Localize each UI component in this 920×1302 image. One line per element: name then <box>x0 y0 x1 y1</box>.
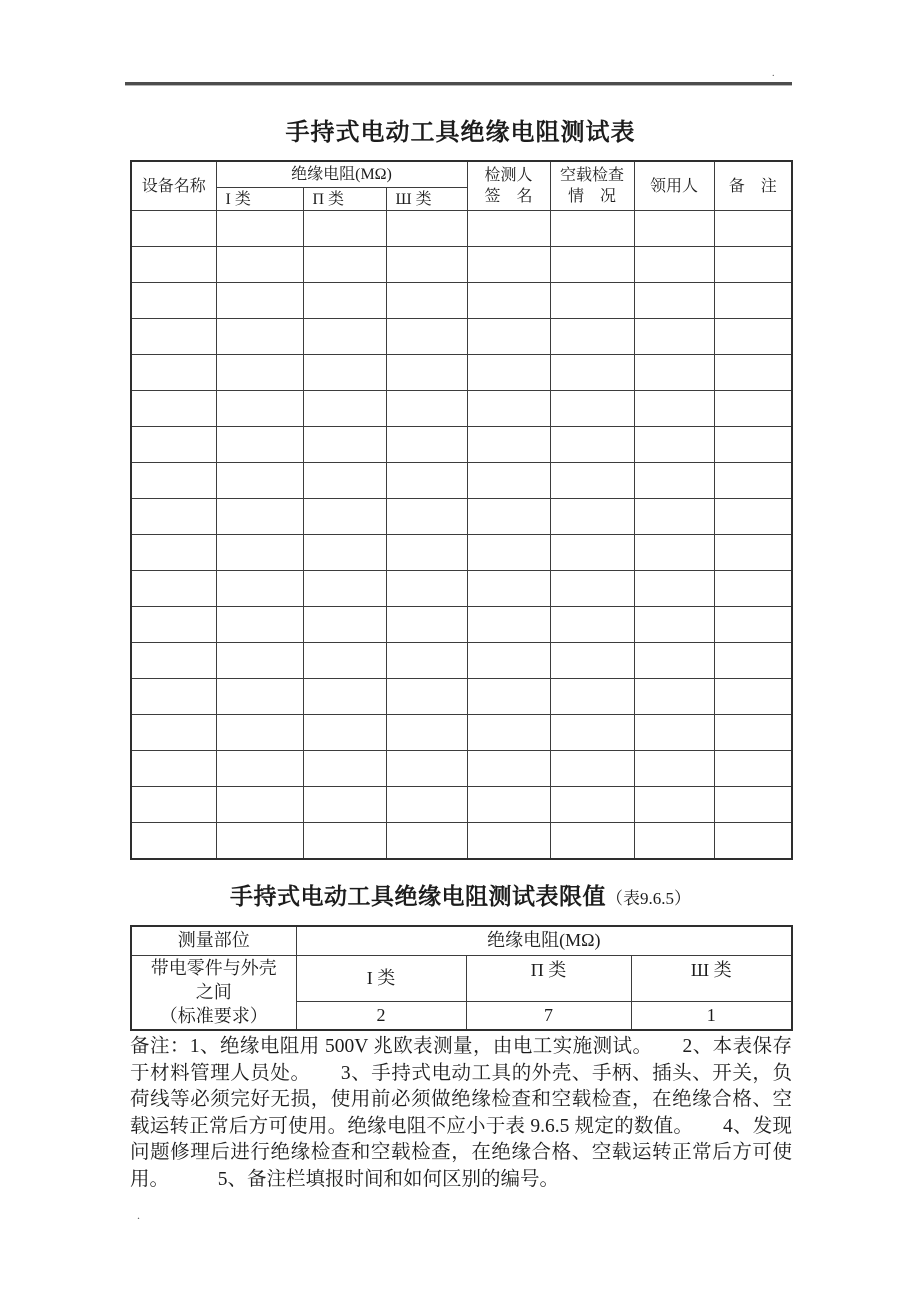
empty-cell <box>714 751 792 787</box>
header-noload-line2: 情 况 <box>568 188 617 205</box>
empty-cell <box>550 391 634 427</box>
table-row <box>131 751 792 787</box>
empty-cell <box>216 427 303 463</box>
bottom-left-mark: . <box>137 1208 140 1222</box>
empty-cell <box>303 319 386 355</box>
empty-cell <box>131 787 216 823</box>
empty-cell <box>467 823 550 860</box>
insulation-test-table-header <box>131 161 792 211</box>
empty-cell <box>634 535 714 571</box>
empty-cell <box>467 679 550 715</box>
empty-cell <box>303 535 386 571</box>
limits-class-3: Ш 类 <box>631 955 792 1001</box>
empty-cell <box>550 751 634 787</box>
empty-cell <box>131 283 216 319</box>
empty-cell <box>467 283 550 319</box>
main-table-title: 手持式电动工具绝缘电阻测试表 <box>285 120 636 146</box>
empty-cell <box>634 607 714 643</box>
empty-cell <box>131 319 216 355</box>
limits-table-title <box>130 878 791 911</box>
page-header-rule <box>125 82 792 86</box>
empty-cell <box>550 787 634 823</box>
empty-cell <box>386 319 467 355</box>
empty-cell <box>216 499 303 535</box>
empty-cell <box>216 607 303 643</box>
limits-title-text: 手持式电动工具绝缘电阻测试表限值 <box>230 884 606 909</box>
empty-cell <box>216 823 303 860</box>
empty-cell <box>550 319 634 355</box>
empty-cell <box>634 283 714 319</box>
top-right-mark: . <box>772 68 775 79</box>
empty-cell <box>714 715 792 751</box>
empty-cell <box>386 787 467 823</box>
table-row <box>131 787 792 823</box>
empty-cell <box>550 355 634 391</box>
empty-cell <box>634 787 714 823</box>
empty-cell <box>131 643 216 679</box>
empty-cell <box>386 283 467 319</box>
empty-cell <box>714 823 792 860</box>
empty-cell <box>131 607 216 643</box>
empty-cell <box>550 715 634 751</box>
table-row <box>131 355 792 391</box>
empty-cell <box>386 427 467 463</box>
header-inspector-signature <box>467 161 550 211</box>
empty-cell <box>634 355 714 391</box>
insulation-limits-table <box>130 925 793 1031</box>
empty-cell <box>303 679 386 715</box>
empty-cell <box>634 679 714 715</box>
empty-cell <box>386 391 467 427</box>
empty-cell <box>550 643 634 679</box>
empty-cell <box>467 211 550 247</box>
table-row <box>131 247 792 283</box>
empty-cell <box>216 571 303 607</box>
empty-cell <box>550 283 634 319</box>
empty-cell <box>303 715 386 751</box>
empty-cell <box>216 211 303 247</box>
table-row <box>131 211 792 247</box>
empty-cell <box>714 283 792 319</box>
empty-cell <box>386 535 467 571</box>
empty-cell <box>714 787 792 823</box>
empty-cell <box>386 355 467 391</box>
header-inspector-line2: 签 名 <box>484 188 533 205</box>
insulation-test-table <box>130 160 793 860</box>
remarks-paragraph: 备注：1、绝缘电阻用 500V 兆欧表测量，由电工实施测试。 2、本表保存于材料管理人员处。 3、手持式电动工具的外壳、手柄、插头、开关，负荷线等必须完好无损，使用前必须做绝缘检查和空载检查，在绝缘合格、空载运转正常后方可使用。绝缘电阻不应小于表 9.6.5 规定的数值。 4、发现问题修理后进行绝缘检查和空载检查，在绝缘合格、空载运转正常后方可使用。 5、备注栏填报时间和如何区别的编号。 <box>130 1036 792 1190</box>
empty-cell <box>550 571 634 607</box>
empty-cell <box>550 499 634 535</box>
empty-cell <box>634 247 714 283</box>
empty-cell <box>131 463 216 499</box>
header-noload-check <box>550 161 634 211</box>
empty-cell <box>634 751 714 787</box>
empty-cell <box>386 571 467 607</box>
empty-cell <box>303 391 386 427</box>
empty-cell <box>131 679 216 715</box>
empty-cell <box>131 751 216 787</box>
empty-cell <box>216 787 303 823</box>
table-row <box>131 679 792 715</box>
empty-cell <box>634 643 714 679</box>
limits-location-line2: 之间 <box>195 982 232 1002</box>
header-recipient: 领用人 <box>634 161 714 211</box>
empty-cell <box>216 463 303 499</box>
empty-cell <box>550 679 634 715</box>
empty-cell <box>634 427 714 463</box>
limits-title-reference: （表9.6.5） <box>606 889 691 908</box>
empty-cell <box>216 751 303 787</box>
empty-cell <box>216 643 303 679</box>
empty-cell <box>303 571 386 607</box>
empty-cell <box>303 643 386 679</box>
limits-value-class-2: 7 <box>466 1001 631 1030</box>
empty-cell <box>131 247 216 283</box>
empty-cell <box>714 355 792 391</box>
empty-cell <box>634 823 714 860</box>
empty-cell <box>714 319 792 355</box>
empty-cell <box>216 391 303 427</box>
table-row <box>131 571 792 607</box>
empty-cell <box>467 427 550 463</box>
empty-cell <box>714 643 792 679</box>
limits-location-line3: （标准要求） <box>159 1006 268 1026</box>
empty-cell <box>634 391 714 427</box>
empty-cell <box>467 391 550 427</box>
empty-cell <box>550 535 634 571</box>
empty-cell <box>714 427 792 463</box>
empty-cell <box>303 787 386 823</box>
empty-cell <box>714 211 792 247</box>
empty-cell <box>714 679 792 715</box>
limits-location-line1: 带电零件与外壳 <box>150 958 277 978</box>
table-row <box>131 823 792 860</box>
empty-cell <box>714 247 792 283</box>
empty-cell <box>386 823 467 860</box>
empty-cell <box>714 391 792 427</box>
header-noload-line1: 空载检查 <box>560 167 625 184</box>
table-row <box>131 715 792 751</box>
empty-cell <box>467 607 550 643</box>
table-row <box>131 643 792 679</box>
table-row <box>131 427 792 463</box>
empty-cell <box>303 751 386 787</box>
empty-cell <box>467 463 550 499</box>
empty-cell <box>216 535 303 571</box>
empty-cell <box>714 571 792 607</box>
limits-class-2: Π 类 <box>466 955 631 1001</box>
empty-cell <box>303 247 386 283</box>
empty-cell <box>467 355 550 391</box>
empty-cell <box>634 463 714 499</box>
empty-cell <box>714 463 792 499</box>
empty-cell <box>386 247 467 283</box>
header-class-1: I 类 <box>216 188 303 211</box>
empty-cell <box>467 535 550 571</box>
empty-cell <box>386 607 467 643</box>
header-insulation-group: 绝缘电阻(MΩ) <box>216 161 467 188</box>
empty-cell <box>303 607 386 643</box>
empty-cell <box>131 823 216 860</box>
empty-cell <box>303 823 386 860</box>
empty-cell <box>386 463 467 499</box>
empty-cell <box>386 499 467 535</box>
table-row <box>131 607 792 643</box>
table-row <box>131 391 792 427</box>
empty-cell <box>131 499 216 535</box>
empty-cell <box>303 499 386 535</box>
empty-cell <box>131 535 216 571</box>
empty-cell <box>550 211 634 247</box>
empty-cell <box>303 463 386 499</box>
empty-cell <box>386 751 467 787</box>
empty-cell <box>303 283 386 319</box>
empty-cell <box>216 283 303 319</box>
empty-cell <box>303 211 386 247</box>
empty-cell <box>467 247 550 283</box>
empty-cell <box>216 319 303 355</box>
empty-cell <box>467 643 550 679</box>
empty-cell <box>216 247 303 283</box>
empty-cell <box>386 643 467 679</box>
empty-cell <box>467 787 550 823</box>
empty-cell <box>467 715 550 751</box>
empty-cell <box>467 751 550 787</box>
table-row <box>131 535 792 571</box>
table-row <box>131 319 792 355</box>
empty-cell <box>386 679 467 715</box>
limits-class-1: I 类 <box>296 955 466 1001</box>
empty-cell <box>386 715 467 751</box>
empty-cell <box>467 571 550 607</box>
header-inspector-line1: 检测人 <box>484 167 533 184</box>
empty-cell <box>550 607 634 643</box>
empty-cell <box>714 535 792 571</box>
empty-cell <box>467 499 550 535</box>
empty-cell <box>634 211 714 247</box>
empty-cell <box>216 715 303 751</box>
empty-cell <box>634 499 714 535</box>
empty-cell <box>634 319 714 355</box>
header-class-3: Ш 类 <box>386 188 467 211</box>
empty-cell <box>550 247 634 283</box>
limits-header-insulation: 绝缘电阻(MΩ) <box>296 926 792 955</box>
empty-cell <box>216 679 303 715</box>
table-row <box>131 499 792 535</box>
table-row <box>131 283 792 319</box>
empty-cell <box>467 319 550 355</box>
empty-cell <box>634 571 714 607</box>
limits-value-class-3: 1 <box>631 1001 792 1030</box>
header-device-name: 设备名称 <box>131 161 216 211</box>
empty-cell <box>131 211 216 247</box>
header-class-2: Π 类 <box>303 188 386 211</box>
empty-cell <box>714 499 792 535</box>
empty-cell <box>303 355 386 391</box>
header-remarks: 备 注 <box>714 161 792 211</box>
empty-cell <box>216 355 303 391</box>
empty-cell <box>714 607 792 643</box>
limits-location-cell <box>131 955 296 1030</box>
empty-cell <box>131 355 216 391</box>
limits-value-class-1: 2 <box>296 1001 466 1030</box>
empty-cell <box>550 823 634 860</box>
empty-cell <box>634 715 714 751</box>
limits-header-location: 测量部位 <box>131 926 296 955</box>
empty-cell <box>131 715 216 751</box>
table-row <box>131 463 792 499</box>
empty-cell <box>131 427 216 463</box>
empty-cell <box>131 571 216 607</box>
empty-cell <box>550 463 634 499</box>
empty-cell <box>550 427 634 463</box>
empty-cell <box>303 427 386 463</box>
empty-cell <box>131 391 216 427</box>
empty-cell <box>386 211 467 247</box>
empty-rows <box>131 211 792 860</box>
